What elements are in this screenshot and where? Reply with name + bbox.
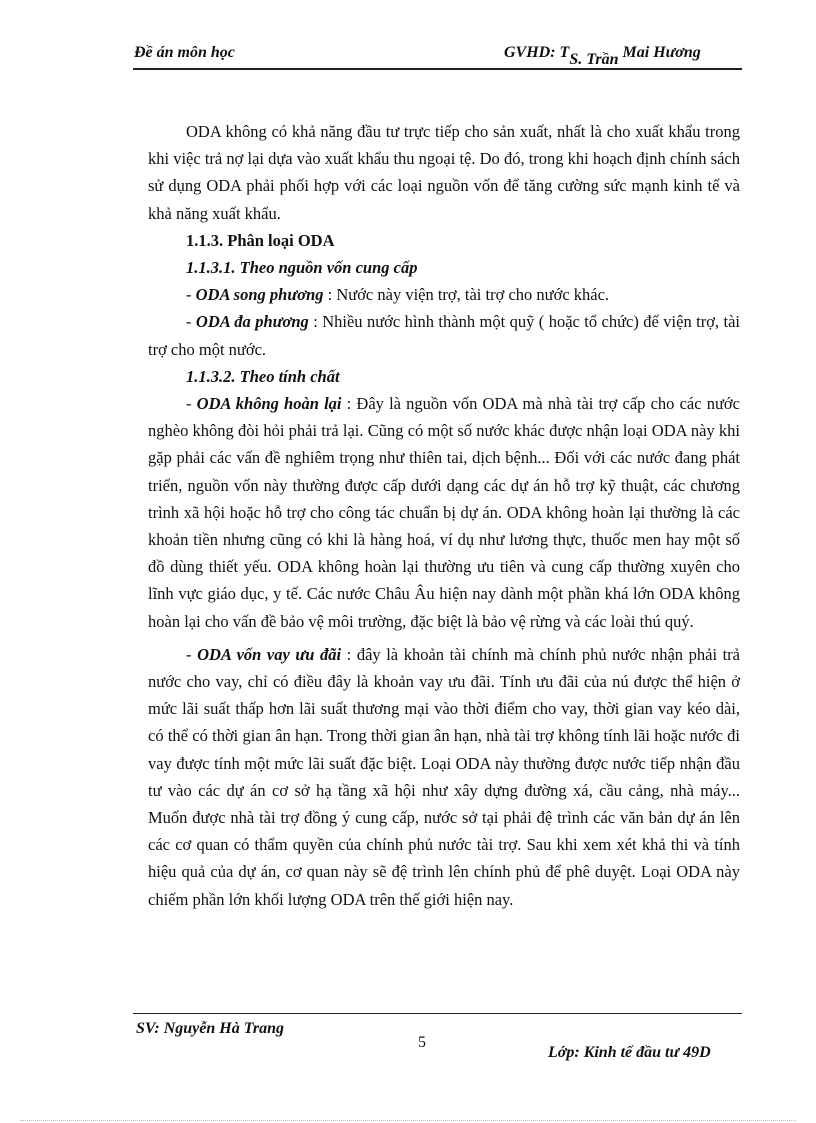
bullet-oda-von-vay-uu-dai <box>148 641 740 913</box>
bullet-text: : Nước này viện trợ, tài trợ cho nước khác. <box>323 285 610 305</box>
heading-1-1-3-1: 1.1.3.1. Theo nguồn vốn cung cấp <box>186 258 418 278</box>
bullet-dash: - <box>186 312 196 332</box>
header-right-main: GVHD: T <box>504 44 570 61</box>
term-oda-khong-hoan-lai: ODA không hoàn lại <box>196 394 342 414</box>
term-oda-da-phuong: ODA đa phương <box>195 312 309 332</box>
document-body <box>148 118 740 913</box>
bullet-dash: - <box>186 285 196 305</box>
bullet-dash: - <box>186 394 197 414</box>
heading-1-1-3-2: 1.1.3.2. Theo tính chất <box>186 366 340 386</box>
heading-1-1-3: 1.1.3. Phân loại ODA <box>186 230 335 250</box>
bullet-text: : Nhiều nước hình thành một quỹ ( hoặc tổ chức) để viện trợ, tài trợ cho một nước. <box>148 312 740 359</box>
term-oda-von-vay-uu-dai: ODA vốn vay ưu đãi <box>197 644 342 664</box>
bullet-oda-song-phuong <box>148 281 740 308</box>
bullet-oda-khong-hoan-lai <box>148 390 740 635</box>
header-rule <box>133 68 742 70</box>
page-number: 5 <box>418 1034 426 1051</box>
term-oda-song-phuong: ODA song phương <box>195 285 324 305</box>
header-left: Đề án môn học <box>134 44 235 61</box>
page-bottom-dots <box>20 1120 796 1121</box>
footer-rule <box>133 1013 742 1014</box>
paragraph-intro: ODA không có khả năng đầu tư trực tiếp cho sản xuất, nhất là cho xuất khẩu trong khi việc trả nợ lại dựa vào xuất khẩu thu ngoại tệ. Do đó, trong khi hoạch định chính sách sử dụng ODA phải phối hợp với các loại nguồn vốn để tăng cường sức mạnh kinh tế và khả năng xuất khẩu. <box>148 122 740 223</box>
bullet-oda-da-phuong <box>148 308 740 362</box>
bullet-text: : Đây là nguồn vốn ODA mà nhà tài trợ cấp cho các nước nghèo không đòi hỏi phải trả lại. Cũng có một số nước khác được nhận loại ODA này khi gặp phải các vấn đề nghiêm trọng như thiên tai, dịch bệnh... Đối với các nước đang phát triển, nguồn vốn này thường được cấp dưới dạng các dự án hỗ trợ kỹ thuật, các chương trình xã hội hoặc hỗ trợ cho công tác chuẩn bị dự án. ODA không hoàn lại thường là các khoản tiền nhưng cũng có khi là hàng hoá, ví dụ như lương thực, thuốc men hay một số đồ dùng thiết yếu. ODA không hoàn lại thường ưu tiên và cung cấp thường xuyên cho lĩnh vực giáo dục, y tế. Các nước Châu Âu hiện nay dành một phần khá lớn ODA không hoàn lại cho vấn đề bảo vệ môi trường, đặc biệt là bảo vệ rừng và các loài thú quý. <box>148 394 740 631</box>
footer-class: Lớp: Kinh tế đầu tư 49D <box>548 1044 711 1061</box>
header-right <box>504 44 701 68</box>
footer-student: SV: Nguyễn Hà Trang <box>136 1020 285 1037</box>
bullet-text: : đây là khoản tài chính mà chính phủ nước nhận phải trả nước cho vay, chỉ có điều đây là khoản vay ưu đãi. Tính ưu đãi của nú được thể hiện ở mức lãi suất thấp hơn lãi suất thương mại vào thời điểm cho vay, thời gian vay kéo dài, có thể có thời gian ân hạn. Trong thời gian ân hạn, nhà tài trợ không tính lãi hoặc nước đi vay được tính một mức lãi suất đặc biệt. Loại ODA này thường được nước tiếp nhận đầu tư vào các dự án cơ sở hạ tầng xã hội như xây dựng đường xá, cầu cảng, nhà máy... Muốn được nhà tài trợ đồng ý cung cấp, nước sở tại phải đệ trình các văn bản dự án lên các cơ quan có thẩm quyền của chính phủ nước tài trợ. Sau khi xem xét khả thi và tính hiệu quả của dự án, cơ quan này sẽ đệ trình lên chính phủ để phê duyệt. Loại ODA này chiếm phần lớn khối lượng ODA trên thế giới hiện nay. <box>148 644 740 909</box>
bullet-dash: - <box>186 644 198 664</box>
header-right-end: Mai Hương <box>618 44 701 61</box>
header-right-sub: S. Trần <box>569 51 619 68</box>
